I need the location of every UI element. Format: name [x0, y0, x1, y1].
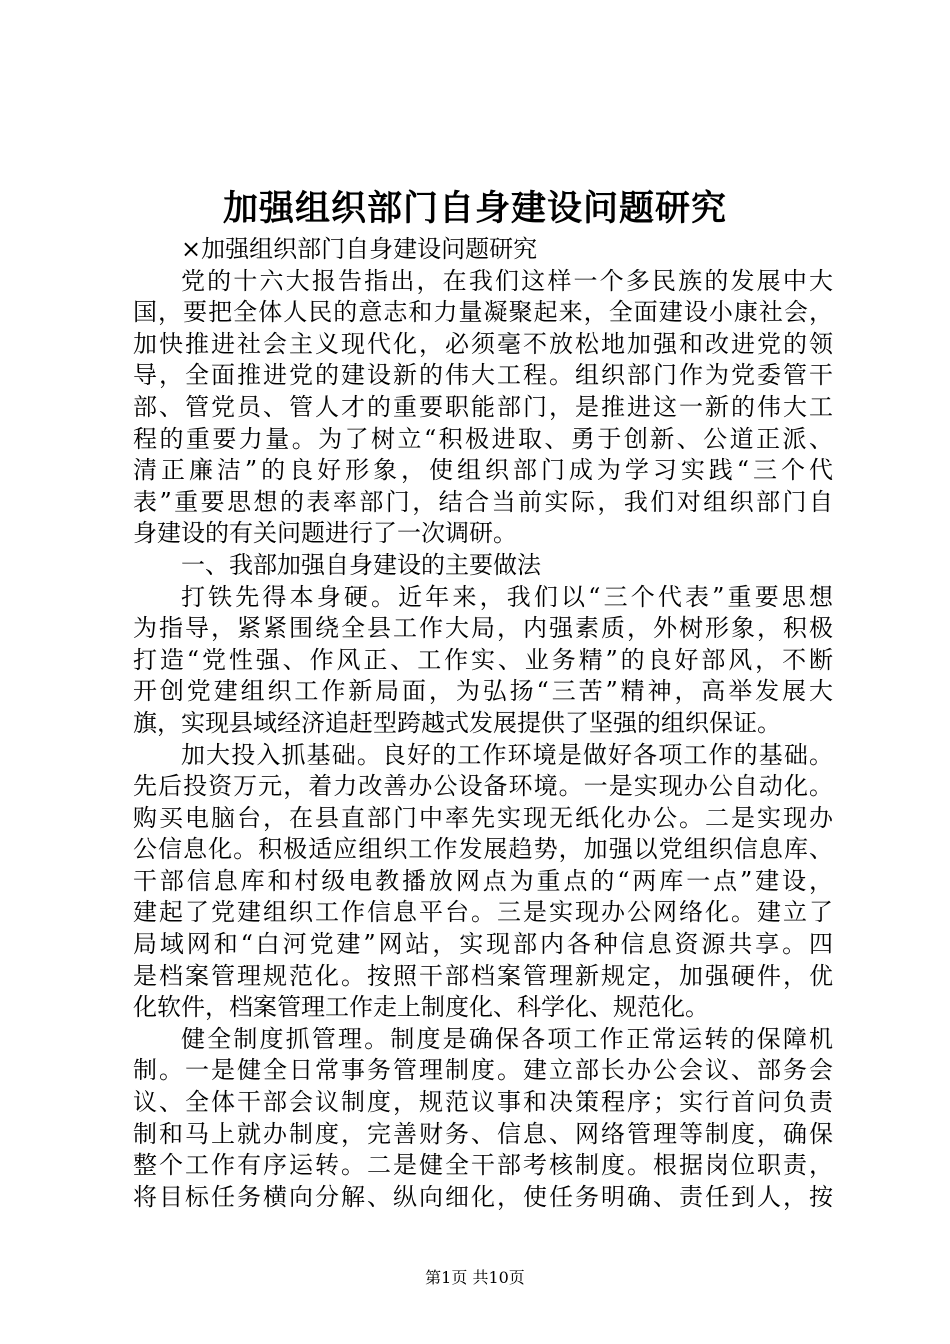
- body-line: 开创党建组织工作新局面，为弘扬“三苦”精神，高举发展大: [133, 677, 833, 706]
- document-body: [133, 234, 833, 1213]
- body-line: 议、全体干部会议制度，规范议事和决策程序；实行首问负责: [133, 1088, 833, 1117]
- body-line: 党的十六大报告指出，在我们这样一个多民族的发展中大: [181, 266, 833, 295]
- body-line: 清正廉洁”的良好形象，使组织部门成为学习实践“三个代: [133, 456, 833, 485]
- body-line: 局域网和“白河党建”网站，实现部内各种信息资源共享。四: [133, 930, 833, 959]
- body-line: 将目标任务横向分解、纵向细化，使任务明确、责任到人，按: [133, 1182, 833, 1211]
- body-line: 整个工作有序运转。二是健全干部考核制度。根据岗位职责，: [133, 1151, 833, 1180]
- body-line: 部、管党员、管人才的重要职能部门，是推进这一新的伟大工: [133, 392, 833, 421]
- body-line: 先后投资万元，着力改善办公设备环境。一是实现办公自动化。: [133, 772, 833, 801]
- section-heading: 一、我部加强自身建设的主要做法: [181, 550, 541, 579]
- body-line: 制和马上就办制度，完善财务、信息、网络管理等制度，确保: [133, 1119, 833, 1148]
- body-line: 导，全面推进党的建设新的伟大工程。组织部门作为党委管干: [133, 361, 833, 390]
- page-number-footer: 第1页 共10页: [425, 1268, 525, 1287]
- body-line: 打铁先得本身硬。近年来，我们以“三个代表”重要思想: [181, 582, 833, 611]
- body-line: 国，要把全体人民的意志和力量凝聚起来，全面建设小康社会，: [133, 298, 833, 327]
- body-line: 购买电脑台，在县直部门中率先实现无纸化办公。二是实现办: [133, 803, 833, 832]
- body-line: 健全制度抓管理。制度是确保各项工作正常运转的保障机: [181, 1024, 833, 1053]
- body-line: 加快推进社会主义现代化，必须毫不放松地加强和改进党的领: [133, 329, 833, 358]
- body-line: 加大投入抓基础。良好的工作环境是做好各项工作的基础。: [181, 740, 833, 769]
- body-line: 化软件，档案管理工作走上制度化、科学化、规范化。: [133, 993, 709, 1022]
- body-line: 干部信息库和村级电教播放网点为重点的“两库一点”建设，: [133, 866, 833, 895]
- body-line: 是档案管理规范化。按照干部档案管理新规定，加强硬件，优: [133, 961, 833, 990]
- body-line: 身建设的有关问题进行了一次调研。: [133, 519, 517, 548]
- body-line: 旗，实现县域经济追赶型跨越式发展提供了坚强的组织保证。: [133, 708, 781, 737]
- document-title: 加强组织部门自身建设问题研究: [222, 188, 727, 229]
- body-line: 制。一是健全日常事务管理制度。建立部长办公会议、部务会: [133, 1056, 833, 1085]
- body-line: 打造“党性强、作风正、工作实、业务精”的良好部风，不断: [133, 645, 833, 674]
- body-line: 程的重要力量。为了树立“积极进取、勇于创新、公道正派、: [133, 424, 833, 453]
- body-line: 表”重要思想的表率部门，结合当前实际，我们对组织部门自: [133, 487, 833, 516]
- subtitle-line: ×加强组织部门自身建设问题研究: [181, 235, 538, 263]
- body-line: 建起了党建组织工作信息平台。三是实现办公网络化。建立了: [133, 898, 833, 927]
- body-line: 为指导，紧紧围绕全县工作大局，内强素质，外树形象，积极: [133, 614, 833, 643]
- body-line: 公信息化。积极适应组织工作发展趋势，加强以党组织信息库、: [133, 835, 833, 864]
